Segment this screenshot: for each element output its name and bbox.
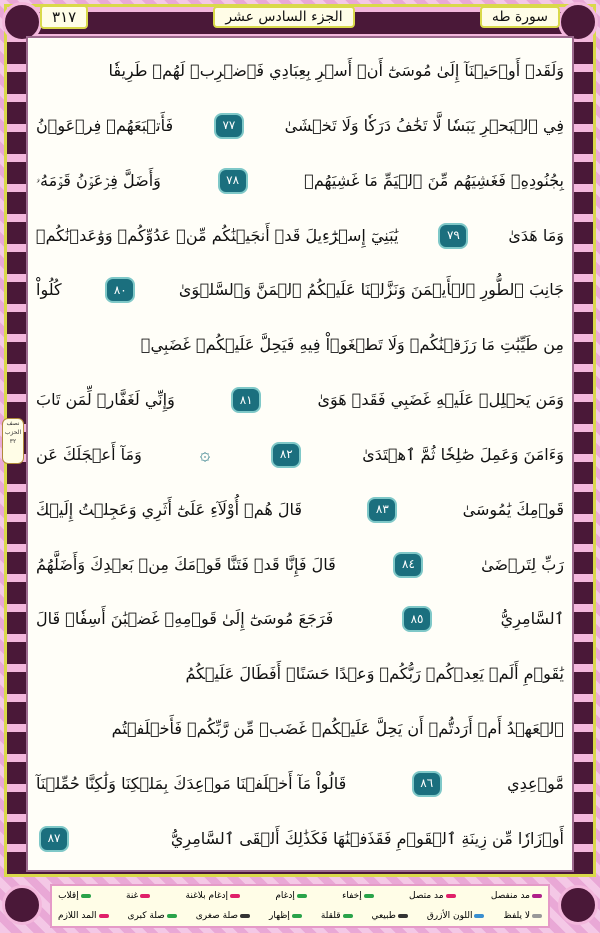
- verse-text: قَالُواْ مَآ أَخۡلَفۡنَا مَوۡعِدَكَ بِمَلۡكِنَا وَلَٰكِنَّا حُمِّلۡنَآ: [36, 773, 347, 793]
- page-header: [40, 2, 560, 32]
- verse-text: فِي ٱلۡبَحۡرِ يَبَسٗا لَّا تَخَٰفُ دَرَكٗا وَلَا تَخۡشَىٰ: [284, 115, 564, 135]
- text-line: [36, 814, 564, 864]
- text-line: [36, 649, 564, 699]
- verse-number-marker: ٨٢: [271, 442, 301, 468]
- text-lines: [36, 46, 564, 864]
- rub-el-hizb-icon: ۞: [199, 443, 211, 465]
- corner-ornament-icon: [2, 885, 42, 925]
- hizb-marker: نصف الحزب ٣٢: [2, 418, 24, 464]
- verse-text: قَالَ هُمۡ أُوْلَآءِ عَلَىٰٓ أَثَرِي وَعَجِلۡتُ إِلَيۡكَ: [36, 499, 303, 519]
- surah-name: سورة طه: [480, 6, 560, 28]
- legend-label: إخفاء: [342, 891, 362, 901]
- legend-label: اللون الأزرق: [426, 911, 473, 921]
- legend-item: [427, 911, 485, 921]
- text-line: [36, 485, 564, 535]
- text-line: [36, 594, 564, 644]
- legend-swatch-icon: [167, 914, 177, 918]
- text-line: [36, 156, 564, 206]
- legend-label: مد منفصل: [490, 891, 530, 901]
- legend-label: إدغام: [275, 891, 295, 901]
- text-line: [36, 211, 564, 261]
- legend-item: [186, 891, 241, 901]
- verse-number-marker: ٨١: [231, 387, 261, 413]
- verse-number-marker: ٨٧: [39, 826, 69, 852]
- legend-swatch-icon: [398, 914, 408, 918]
- legend-label: قلقلة: [320, 911, 341, 921]
- verse-text: ٱلۡعَهۡدُ أَمۡ أَرَدتُّمۡ أَن يَحِلَّ عَلَيۡكُمۡ غَضَبٞ مِّن رَّبِّكُمۡ فَأَخۡلَفۡتُم: [111, 719, 564, 739]
- verse-text: بِجُنُودِهِۦ فَغَشِيَهُم مِّنَ ٱلۡيَمِّ مَا غَشِيَهُمۡ: [304, 170, 564, 190]
- text-line: [36, 375, 564, 425]
- verse-text: يَٰقَوۡمِ أَلَمۡ يَعِدۡكُمۡ رَبُّكُمۡ وَعۡدًا حَسَنًاۚ أَفَطَالَ عَلَيۡكُمُ: [185, 664, 564, 684]
- verse-text: قَالَ فَإِنَّا قَدۡ فَتَنَّا قَوۡمَكَ مِنۢ بَعۡدِكَ وَأَضَلَّهُمُ: [36, 554, 336, 574]
- verse-number-marker: ٨٦: [412, 771, 442, 797]
- legend-item: [503, 911, 542, 921]
- verse-text: وَمَآ أَعۡجَلَكَ عَن: [36, 444, 142, 464]
- legend-label: صلة صغرى: [195, 911, 239, 921]
- verse-text: وَمَن يَحۡلِلۡ عَلَيۡهِ غَضَبِي فَقَدۡ هَوَىٰ: [317, 390, 564, 410]
- legend-item: [196, 911, 250, 921]
- verse-text: وَمَا هَدَىٰ: [508, 225, 564, 245]
- tajweed-legend: [50, 884, 550, 928]
- legend-swatch-icon: [297, 894, 307, 898]
- legend-label: طبيعي: [371, 911, 396, 921]
- corner-ornament-icon: [558, 885, 598, 925]
- verse-text: أَوۡزَارٗا مِّن زِينَةِ ٱلۡقَوۡمِ فَقَذَفۡنَٰهَا فَكَذَٰلِكَ أَلۡقَى ٱلسَّامِرِيُّ: [170, 828, 564, 848]
- legend-swatch-icon: [292, 914, 302, 918]
- legend-label: إقلاب: [58, 891, 79, 901]
- legend-item: [126, 891, 150, 901]
- text-line: [36, 265, 564, 315]
- text-line: [36, 759, 564, 809]
- text-line: [36, 46, 564, 96]
- legend-swatch-icon: [230, 894, 240, 898]
- verse-number-marker: ٧٧: [214, 113, 244, 139]
- verse-number-marker: ٨٥: [402, 606, 432, 632]
- verse-text: مِن طَيِّبَٰتِ مَا رَزَقۡنَٰكُمۡ وَلَا تَطۡغَوۡاْ فِيهِ فَيَحِلَّ عَلَيۡكُمۡ غَضَبِيۖ: [140, 335, 564, 355]
- legend-swatch-icon: [140, 894, 150, 898]
- legend-swatch-icon: [240, 914, 250, 918]
- legend-item: [491, 891, 542, 901]
- verse-text: كُلُواْ: [36, 280, 62, 300]
- verse-number-marker: ٧٨: [218, 168, 248, 194]
- legend-item: [58, 891, 91, 901]
- legend-label: إدغام بلاغنة: [185, 891, 229, 901]
- text-line: [36, 320, 564, 370]
- text-line: [36, 704, 564, 754]
- verse-text: وَأَضَلَّ فِرۡعَوۡنُ قَوۡمَهُۥ: [36, 170, 161, 190]
- legend-item: [321, 911, 353, 921]
- text-line: [36, 540, 564, 590]
- legend-item: [342, 891, 374, 901]
- legend-label: المد اللازم: [58, 911, 97, 921]
- text-line: [36, 430, 564, 480]
- legend-row: [52, 906, 548, 926]
- legend-item: [371, 911, 407, 921]
- verse-text: جَانِبَ ٱلطُّورِ ٱلۡأَيۡمَنَ وَنَزَّلۡنَا عَلَيۡكُمُ ٱلۡمَنَّ وَٱلسَّلۡوَىٰ: [178, 280, 564, 300]
- quran-text-area: [26, 36, 574, 872]
- verse-number-marker: ٨٤: [393, 552, 423, 578]
- verse-text: مَّوۡعِدِي: [507, 773, 564, 793]
- verse-text: يَٰبَنِيٓ إِسۡرَٰٓءِيلَ قَدۡ أَنجَيۡنَٰكُم مِّنۡ عَدُوِّكُمۡ وَوَٰعَدۡنَٰكُمۡ: [36, 225, 399, 245]
- page-number: ٣١٧: [40, 5, 88, 29]
- legend-item: [58, 911, 109, 921]
- verse-text: وَلَقَدۡ أَوۡحَيۡنَآ إِلَىٰ مُوسَىٰٓ أَنۡ أَسۡرِ بِعِبَادِي فَٱضۡرِبۡ لَهُمۡ طَرِيقٗا: [108, 61, 564, 80]
- legend-label: غنة: [126, 891, 139, 901]
- verse-text: فَرَجَعَ مُوسَىٰٓ إِلَىٰ قَوۡمِهِۦ غَضۡبَٰنَ أَسِفٗاۚ قَالَ: [36, 609, 334, 629]
- legend-label: مد متصل: [409, 891, 444, 901]
- verse-number-marker: ٧٩: [438, 223, 468, 249]
- verse-text: رَبِّ لِتَرۡضَىٰ: [481, 554, 564, 574]
- legend-item: [269, 911, 302, 921]
- verse-text: ٱلسَّامِرِيُّ: [500, 609, 564, 629]
- verse-text: وَءَامَنَ وَعَمِلَ صَٰلِحٗا ثُمَّ ٱهۡتَدَىٰ: [362, 444, 564, 464]
- verse-text: قَوۡمِكَ يَٰمُوسَىٰ: [462, 499, 564, 519]
- legend-swatch-icon: [99, 914, 109, 918]
- text-line: [36, 101, 564, 151]
- legend-label: لا يلفظ: [503, 911, 530, 921]
- verse-number-marker: ٨٠: [105, 277, 135, 303]
- legend-swatch-icon: [364, 894, 374, 898]
- legend-swatch-icon: [81, 894, 91, 898]
- legend-item: [275, 891, 307, 901]
- legend-swatch-icon: [343, 914, 353, 918]
- legend-swatch-icon: [446, 894, 456, 898]
- juz-name: الجزء السادس عشر: [213, 6, 354, 28]
- verse-text: وَإِنِّي لَغَفَّارٞ لِّمَن تَابَ: [36, 390, 175, 410]
- legend-swatch-icon: [532, 914, 542, 918]
- legend-row: [52, 886, 548, 906]
- legend-label: إظهار: [269, 911, 290, 921]
- verse-number-marker: ٨٣: [367, 497, 397, 523]
- legend-swatch-icon: [474, 914, 484, 918]
- legend-item: [128, 911, 177, 921]
- legend-label: صلة كبرى: [127, 911, 165, 921]
- legend-item: [409, 891, 456, 901]
- legend-swatch-icon: [532, 894, 542, 898]
- verse-text: فَأَتۡبَعَهُمۡ فِرۡعَوۡنُ: [36, 115, 174, 135]
